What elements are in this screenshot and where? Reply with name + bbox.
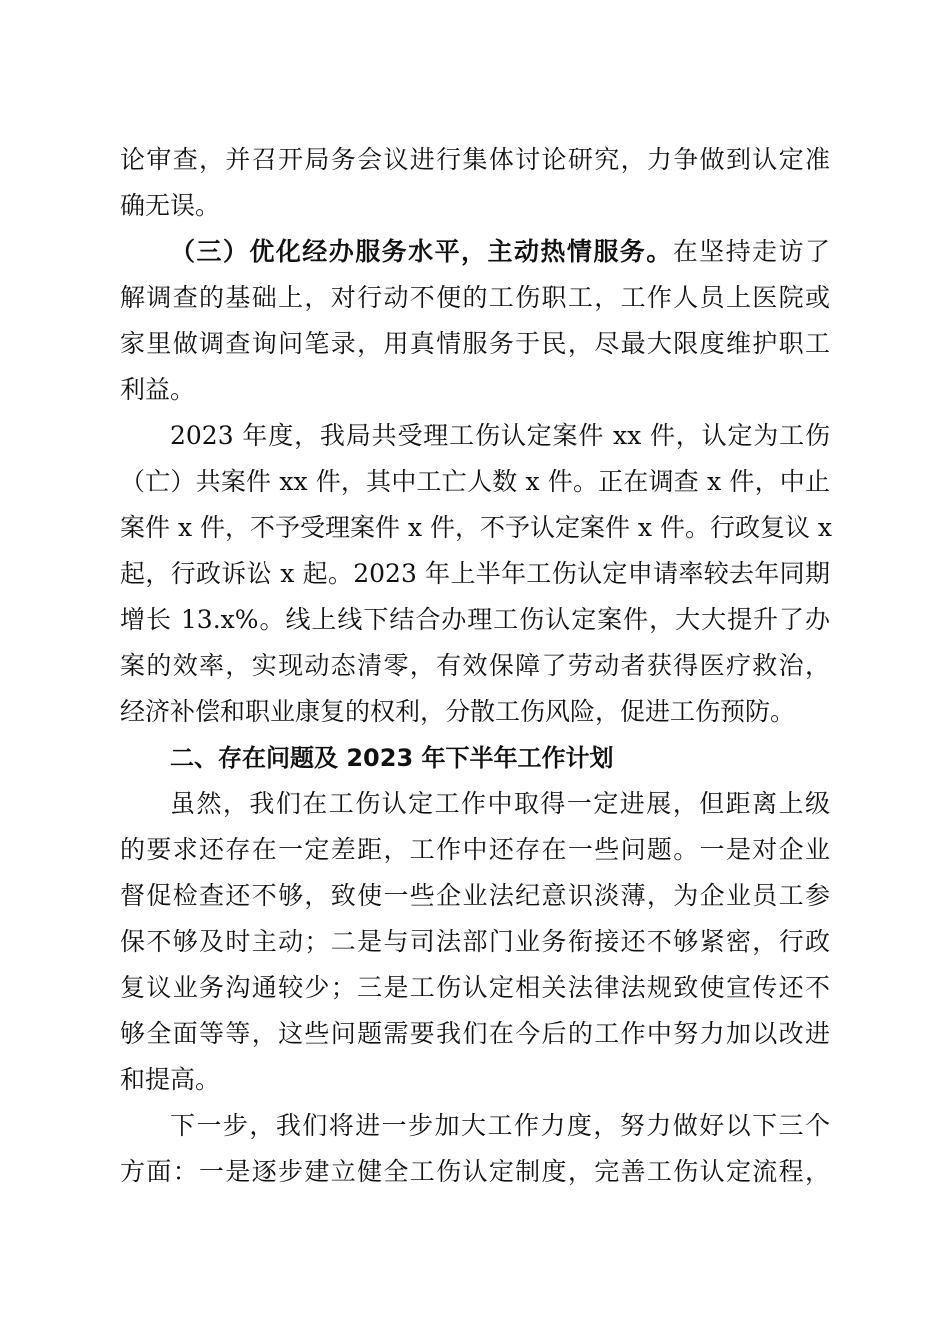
para-line: 督促检查还不够，致使一些企业法纪意识淡薄，为企业员工参 — [120, 881, 830, 910]
para-line: 家里做调查询问笔录，用真情服务于民，尽最大限度维护职工 — [120, 329, 830, 358]
para-line: 案件 x 件，不予受理案件 x 件，不予认定案件 x 件。行政复议 x — [120, 513, 833, 542]
para-line: 够全面等等，这些问题需要我们在今后的工作中努力加以改进 — [120, 1019, 830, 1048]
para-line: 方面：一是逐步建立健全工伤认定制度，完善工伤认定流程， — [120, 1157, 830, 1186]
para-line: 和提高。 — [120, 1065, 221, 1094]
para-line: 解调查的基础上，对行动不便的工伤职工，工作人员上医院或 — [120, 283, 830, 312]
section-heading: 二、存在问题及 2023 年下半年工作计划 — [170, 744, 614, 772]
para-line: （亡）共案件 xx 件，其中工亡人数 x 件。正在调查 x 件，中止 — [120, 467, 830, 496]
para-line: 的要求还存在一定差距，工作中还存在一些问题。一是对企业 — [120, 835, 830, 864]
para-line: 确无误。 — [120, 191, 221, 220]
para-line: 案的效率，实现动态清零，有效保障了劳动者获得医疗救治， — [120, 651, 830, 680]
para-line: 论审查，并召开局务会议进行集体讨论研究，力争做到认定准 — [120, 145, 830, 174]
para-line-rest: 在坚持走访了 — [672, 237, 830, 266]
para-line: 虽然，我们在工伤认定工作中取得一定进展，但距离上级 — [170, 789, 830, 818]
para-line: 经济补偿和职业康复的权利，分散工伤风险，促进工伤预防。 — [120, 697, 796, 726]
para-line: 下一步，我们将进一步加大工作力度，努力做好以下三个 — [170, 1111, 830, 1140]
para-line: 起，行政诉讼 x 起。2023 年上半年工伤认定申请率较去年同期 — [120, 559, 830, 588]
para-line: 复议业务沟通较少；三是工伤认定相关法律法规致使宣传还不 — [120, 973, 830, 1002]
para-line: 2023 年度，我局共受理工伤认定案件 xx 件，认定为工伤 — [170, 421, 830, 450]
para-line: 利益。 — [120, 375, 196, 404]
subheading-line — [170, 230, 830, 274]
subheading-text: （三）优化经办服务水平，主动热情服务。 — [170, 237, 673, 266]
para-line: 增长 13.x%。线上线下结合办理工伤认定案件，大大提升了办 — [120, 605, 830, 634]
para-line: 保不够及时主动；二是与司法部门业务衔接还不够紧密，行政 — [120, 927, 830, 956]
